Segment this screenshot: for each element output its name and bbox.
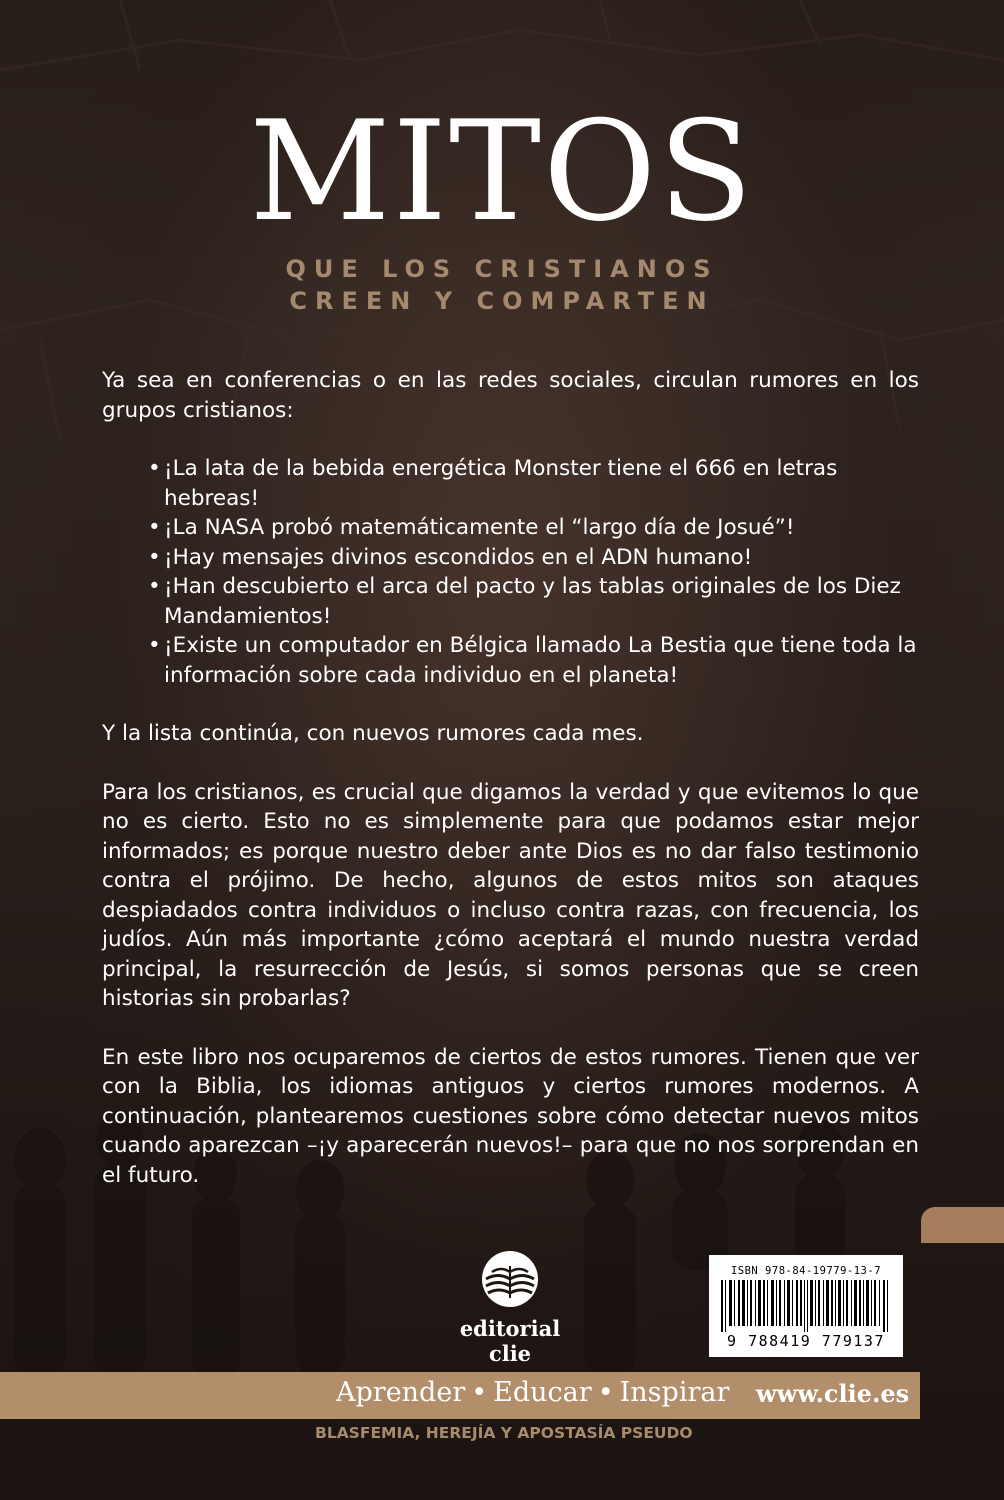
bullet-dot: • — [148, 456, 161, 481]
paragraph-2: Y la lista continúa, con nuevos rumores cada mes. — [102, 721, 644, 746]
subtitle-line-1: QUE LOS CRISTIANOS — [285, 255, 719, 283]
intro-paragraph: Ya sea en conferencias o en las redes sociales, circulan rumores en los grupos cristianos: — [102, 368, 919, 423]
slogan-word-2: Educar — [493, 1377, 592, 1408]
publisher-logo — [440, 1250, 580, 1366]
slogan-word-1: Aprender — [336, 1377, 466, 1408]
rumor-list — [102, 454, 919, 690]
list-item: • ¡La lata de la bebida energética Monster tiene el 666 en letras hebreas! — [148, 456, 838, 511]
slogan-separator: • — [471, 1377, 488, 1408]
list-item: • ¡Existe un computador en Bélgica llamado La Bestia que tiene toda la información sobre cada individuo en el planeta! — [148, 633, 917, 688]
barcode-number: 9 788419 779137 — [727, 1332, 885, 1350]
book-title: MITOS — [249, 91, 755, 252]
barcode-bars-icon — [719, 1280, 893, 1332]
list-item: • ¡La NASA probó matemáticamente el “largo día de Josué”! — [102, 513, 919, 543]
isbn-label: ISBN 978-84-19779-13-7 — [730, 1265, 882, 1277]
open-book-globe-icon — [478, 1250, 542, 1308]
slogan — [336, 1377, 729, 1408]
website-url: www.clie.es — [756, 1379, 910, 1408]
bullet-dot: • — [148, 574, 161, 599]
paragraph-4: En este libro nos ocuparemos de ciertos de estos rumores. Tienen que ver con la Biblia, los idiomas antiguos y ciertos rumores modernos. A continuación, plantearemos cuestiones sobre cómo detectar nuevos mitos cuando aparezcan –¡y aparecerán nuevos!– para que no nos sorprendan en el futuro. — [102, 1044, 919, 1188]
bullet-dot: • — [148, 633, 161, 658]
list-item: • ¡Hay mensajes divinos escondidos en el ADN humano! — [102, 543, 919, 573]
blurb-text — [102, 366, 919, 1190]
spine-tab — [921, 1207, 1004, 1243]
publisher-name: editorial clie — [459, 1316, 561, 1366]
bullet-dot: • — [148, 544, 161, 570]
slogan-bar — [0, 1372, 920, 1419]
bullet-dot: • — [148, 515, 161, 540]
barcode — [709, 1255, 903, 1357]
list-item: • ¡Han descubierto el arca del pacto y las tablas originales de los Diez Mandamientos! — [148, 574, 901, 629]
slogan-word-3: Inspirar — [619, 1377, 730, 1408]
category-label: BLASFEMIA, HEREJÍA Y APOSTASÍA PSEUDO — [315, 1424, 693, 1442]
subtitle-line-2: CREEN Y COMPARTEN — [289, 287, 715, 315]
paragraph-3: Para los cristianos, es crucial que digamos la verdad y que evitemos lo que no es cierto. Esto no es simplemente para que podamos estar mejor informados; es porque nuestro deber ante Dios es no dar falso testimonio contra el prójimo. De hecho, algunos de estos mitos son ataques despiadados contra individuos o incluso contra razas, con frecuencia, los judíos. Aún más importante ¿cómo aceptará el mundo nuestra verdad principal, la resurrección de Jesús, si somos personas que se creen historias sin probarlas? — [102, 779, 919, 1011]
slogan-separator: • — [597, 1377, 614, 1408]
